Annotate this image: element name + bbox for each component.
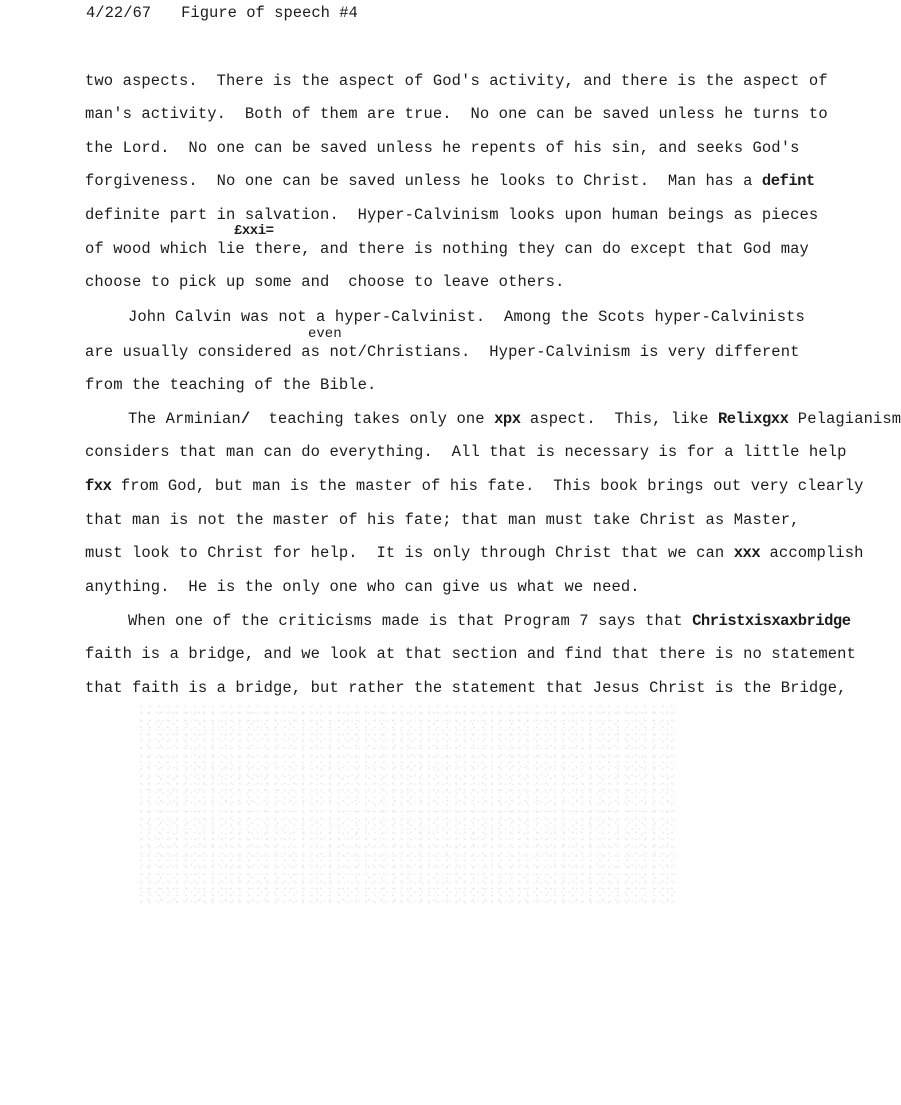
text-segment: When one of the criticisms made is that Program 7 says that (128, 612, 683, 630)
text-line (128, 410, 901, 428)
strikeout-text: Christxisxaxbridge (692, 612, 851, 630)
strikeout-text: fxx (85, 477, 112, 495)
text-line (128, 612, 851, 630)
text-line: John Calvin was not a hyper-Calvinist. Among the Scots hyper-Calvinists (128, 308, 805, 326)
text-segment: teaching takes only one (268, 410, 485, 428)
text-segment: from God, but man is the master of his fate. This book brings out very clearly (120, 477, 864, 495)
bleed-through-noise (140, 705, 680, 905)
text-line: choose to pick up some and choose to leave others. (85, 273, 565, 291)
strikeout-text: Relixgxx (717, 410, 789, 428)
text-segment: must look to Christ for help. It is only through Christ that we can (85, 544, 725, 562)
text-segment: aspect. This, like (529, 410, 709, 428)
text-line: faith is a bridge, and we look at that section and find that there is no statement (85, 645, 856, 663)
text-line: that man is not the master of his fate; that man must take Christ as Master, (85, 511, 800, 529)
text-line: are usually considered as not/Christians. Hyper-Calvinism is very different (85, 343, 800, 361)
text-line (85, 544, 864, 562)
text-line: of wood which lie there, and there is nothing they can do except that God may (85, 240, 809, 258)
text-line: that faith is a bridge, but rather the statement that Jesus Christ is the Bridge, (85, 679, 847, 697)
text-line: anything. He is the only one who can give us what we need. (85, 578, 640, 596)
inserted-word: even (308, 326, 342, 342)
text-line: considers that man can do everything. All that is necessary is for a little help (85, 443, 847, 461)
text-line: from the teaching of the Bible. (85, 376, 377, 394)
header-title: Figure of speech #4 (181, 4, 358, 22)
text-segment: The Arminian (128, 410, 241, 428)
strikeout-text: xxx (733, 544, 761, 562)
text-line: two aspects. There is the aspect of God's activity, and there is the aspect of (85, 72, 828, 90)
text-line: the Lord. No one can be saved unless he repents of his sin, and seeks God's (85, 139, 800, 157)
text-line: definite part in salvation. Hyper-Calvinism looks upon human beings as pieces (85, 206, 819, 224)
text-line (85, 172, 815, 190)
text-segment: accomplish (769, 544, 864, 562)
strikeout-text: defint (761, 172, 815, 190)
text-line: man's activity. Both of them are true. No one can be saved unless he turns to (85, 105, 828, 123)
strikeout-text: / (240, 410, 250, 428)
text-line (85, 477, 864, 495)
page-header (86, 4, 358, 22)
text-segment: forgiveness. No one can be saved unless he looks to Christ. Man has a (85, 172, 753, 190)
strikeout-text: xpx (494, 410, 521, 428)
text-segment: Pelagianism (797, 410, 901, 428)
strikeout-text: £xxi= (234, 223, 274, 239)
header-date: 4/22/67 (86, 4, 152, 22)
